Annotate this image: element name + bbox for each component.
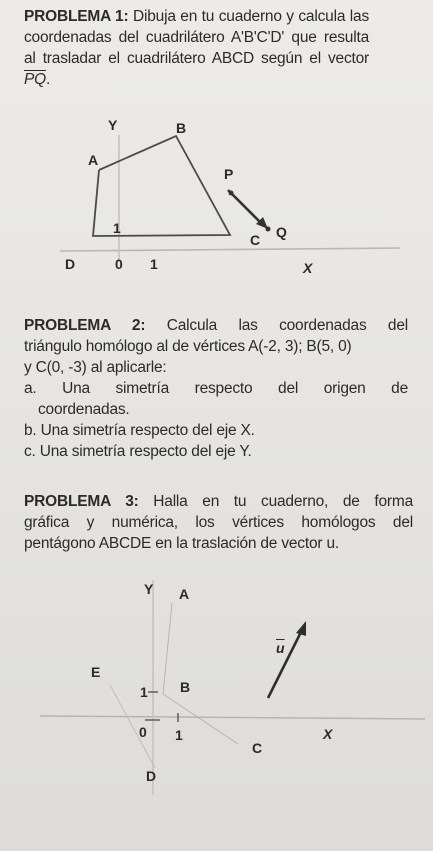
problem2-item-a-line2: coordenadas. — [38, 401, 130, 418]
p1-label-b: B — [176, 120, 187, 136]
p3-label-u: $\overline{u}$ — [276, 640, 285, 656]
problem2-title: PROBLEMA 2: — [24, 317, 146, 334]
problem2-item-c: c. Una simetría respecto del eje Y. — [24, 443, 252, 460]
problem3-line1: PROBLEMA 3: Halla en tu cuaderno, de forma — [24, 493, 413, 510]
p1-label-y: Y — [108, 117, 118, 133]
p3-label-e: E — [91, 664, 101, 680]
problem1-line2: coordenadas del cuadrilátero A'B'C'D' que resulta — [24, 29, 369, 46]
problem3-line3: pentágono ABCDE en la traslación de vector u. — [24, 535, 339, 552]
side-ab — [163, 603, 172, 694]
p3-x-axis — [40, 716, 425, 719]
p1-label-c: C — [250, 232, 261, 248]
p1-label-q: Q — [276, 224, 287, 240]
p1-label-zero: 0 — [115, 256, 123, 272]
problem2-item-b: b. Una simetría respecto del eje X. — [24, 422, 255, 439]
p3-label-b: B — [180, 679, 191, 695]
p1-label-a: A — [88, 152, 99, 168]
vector-pq: $\overline{PQ}$ — [24, 71, 46, 88]
vector-u-arrow — [268, 630, 302, 698]
problem3-title: PROBLEMA 3: — [24, 493, 139, 510]
problem1-line1: PROBLEMA 1: Dibuja en tu cuaderno y calcula las — [24, 8, 369, 25]
vector-u-arrowhead — [296, 621, 306, 636]
problem2-line1: PROBLEMA 2: Calcula las coordenadas del — [24, 317, 408, 334]
p1-label-x: X — [303, 260, 313, 276]
p3-label-one-x: 1 — [175, 727, 183, 743]
problem3-line2: gráfica y numérica, los vértices homólogos del — [24, 514, 413, 531]
problem2-line3: y C(0, -3) al aplicarle: — [24, 359, 167, 376]
p3-label-y: Y — [144, 581, 154, 597]
p1-label-one-x: 1 — [150, 256, 158, 272]
p3-label-x: X — [323, 726, 333, 742]
p3-label-zero: 0 — [139, 724, 147, 740]
p1-label-one-y: 1 — [113, 220, 121, 236]
problem1-line3: al trasladar el cuadrilátero ABCD según el vector — [24, 50, 369, 67]
p3-label-one-y: 1 — [140, 684, 148, 700]
problem1-title: PROBLEMA 1: — [24, 8, 129, 25]
p3-label-d: D — [146, 768, 157, 784]
p3-label-a: A — [179, 586, 190, 602]
side-ed — [110, 685, 155, 768]
problem2-line2: triángulo homólogo al de vértices A(-2, 3); B(5, 0) — [24, 338, 352, 355]
problem2-item-a-line1: a. Una simetría respecto del origen de — [24, 380, 408, 397]
p1-label-d: D — [65, 256, 76, 272]
p3-label-c: C — [252, 740, 263, 756]
problem1-line4: $\overline{PQ}$. — [24, 71, 51, 88]
p1-label-p: P — [224, 166, 234, 182]
